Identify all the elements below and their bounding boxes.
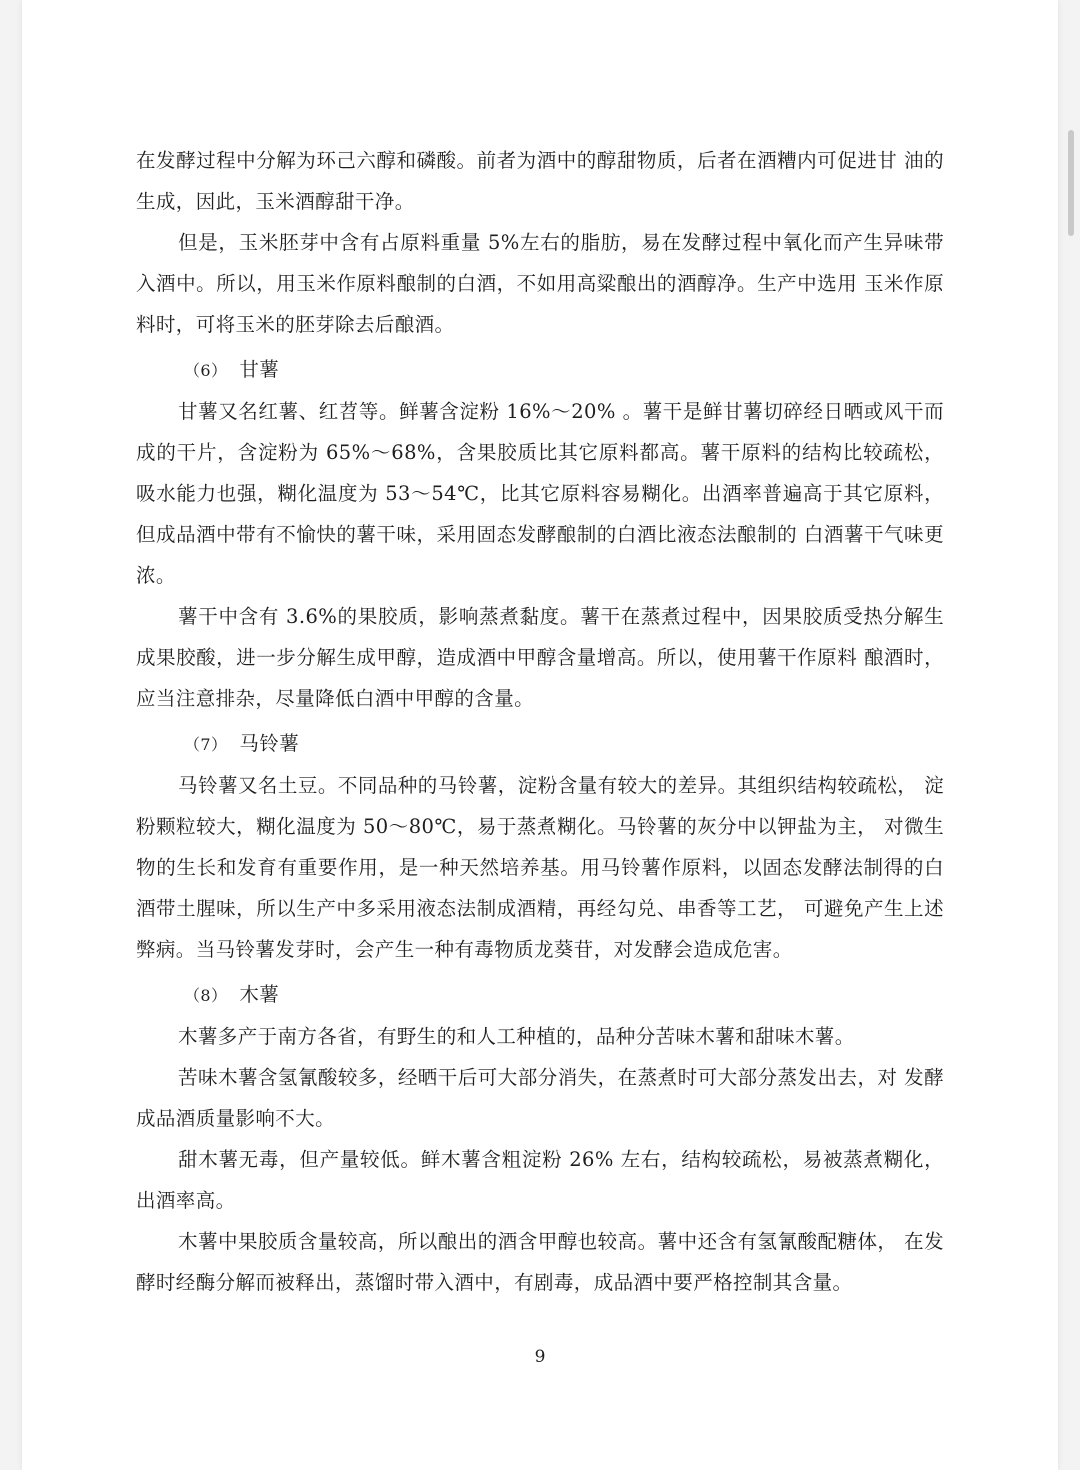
paragraph: 薯干中含有 3.6%的果胶质，影响蒸煮黏度。薯干在蒸煮过程中，因果胶质受热分解生成果胶酸，进一步分解生成甲醇，造成酒中甲醇含量增高。所以，使用薯干作原料 酿酒时，应当注意排杂，尽量降低白酒中甲醇的含量。 bbox=[136, 605, 944, 710]
paragraph: 马铃薯又名土豆。不同品种的马铃薯，淀粉含量有较大的差异。其组织结构较疏松， 淀粉颗粒较大，糊化温度为 50～80℃，易于蒸煮糊化。马铃薯的灰分中以钾盐为主， 对微生物的生长和发育有重要作用，是一种天然培养基。用马铃薯作原料，以固态发酵法制得的白酒带土腥味，所以生产中多采用液态法制成酒精，再经勾兑、串香等工艺， 可避免产生上述弊病。当马铃薯发芽时，会产生一种有毒物质龙葵苷，对发酵会造成危害。 bbox=[136, 774, 944, 961]
section-heading-potato bbox=[136, 723, 944, 765]
section-title: 马铃薯 bbox=[239, 732, 300, 755]
page-content bbox=[136, 140, 944, 1303]
paragraph-intro-2: 但是，玉米胚芽中含有占原料重量 5%左右的脂肪，易在发酵过程中氧化而产生异味带入酒中。所以，用玉米作原料酿制的白酒，不如用高粱酿出的酒醇净。生产中选用 玉米作原料时，可将玉米的胚芽除去后酿酒。 bbox=[136, 231, 944, 336]
section-number: （7） bbox=[184, 735, 228, 754]
paragraph: 甘薯又名红薯、红苕等。鲜薯含淀粉 16%～20% 。薯干是鲜甘薯切碎经日晒或风干而成的干片，含淀粉为 65%～68%，含果胶质比其它原料都高。薯干原料的结构比较疏松，吸水能力也强，糊化温度为 53～54℃，比其它原料容易糊化。出酒率普遍高于其它原料，但成品酒中带有不愉快的薯干味，采用固态发酵酿制的白酒比液态法酿制的 白酒薯干气味更浓。 bbox=[136, 400, 944, 587]
section-heading-cassava bbox=[136, 974, 944, 1016]
paragraph: 苦味木薯含氢氰酸较多，经晒干后可大部分消失，在蒸煮时可大部分蒸发出去，对 发酵成品酒质量影响不大。 bbox=[136, 1066, 944, 1130]
document-page bbox=[22, 0, 1058, 1470]
paragraph: 木薯中果胶质含量较高，所以酿出的酒含甲醇也较高。薯中还含有氢氰酸配糖体， 在发酵时经酶分解而被释出，蒸馏时带入酒中，有剧毒，成品酒中要严格控制其含量。 bbox=[136, 1230, 944, 1294]
section-heading-sweet-potato bbox=[136, 349, 944, 391]
section-title: 木薯 bbox=[239, 983, 280, 1006]
section-number: （6） bbox=[184, 361, 228, 380]
paragraph: 甜木薯无毒，但产量较低。鲜木薯含粗淀粉 26% 左右，结构较疏松，易被蒸煮糊化，出酒率高。 bbox=[136, 1148, 944, 1212]
section-title: 甘薯 bbox=[239, 358, 280, 381]
vertical-scrollbar[interactable] bbox=[1068, 130, 1074, 236]
section-number: （8） bbox=[184, 986, 228, 1005]
paragraph: 木薯多产于南方各省，有野生的和人工种植的，品种分苦味木薯和甜味木薯。 bbox=[178, 1025, 855, 1048]
page-number: 9 bbox=[534, 1347, 546, 1367]
paragraph-intro-1: 在发酵过程中分解为环己六醇和磷酸。前者为酒中的醇甜物质，后者在酒糟内可促进甘 油的生成，因此，玉米酒醇甜干净。 bbox=[136, 149, 944, 213]
